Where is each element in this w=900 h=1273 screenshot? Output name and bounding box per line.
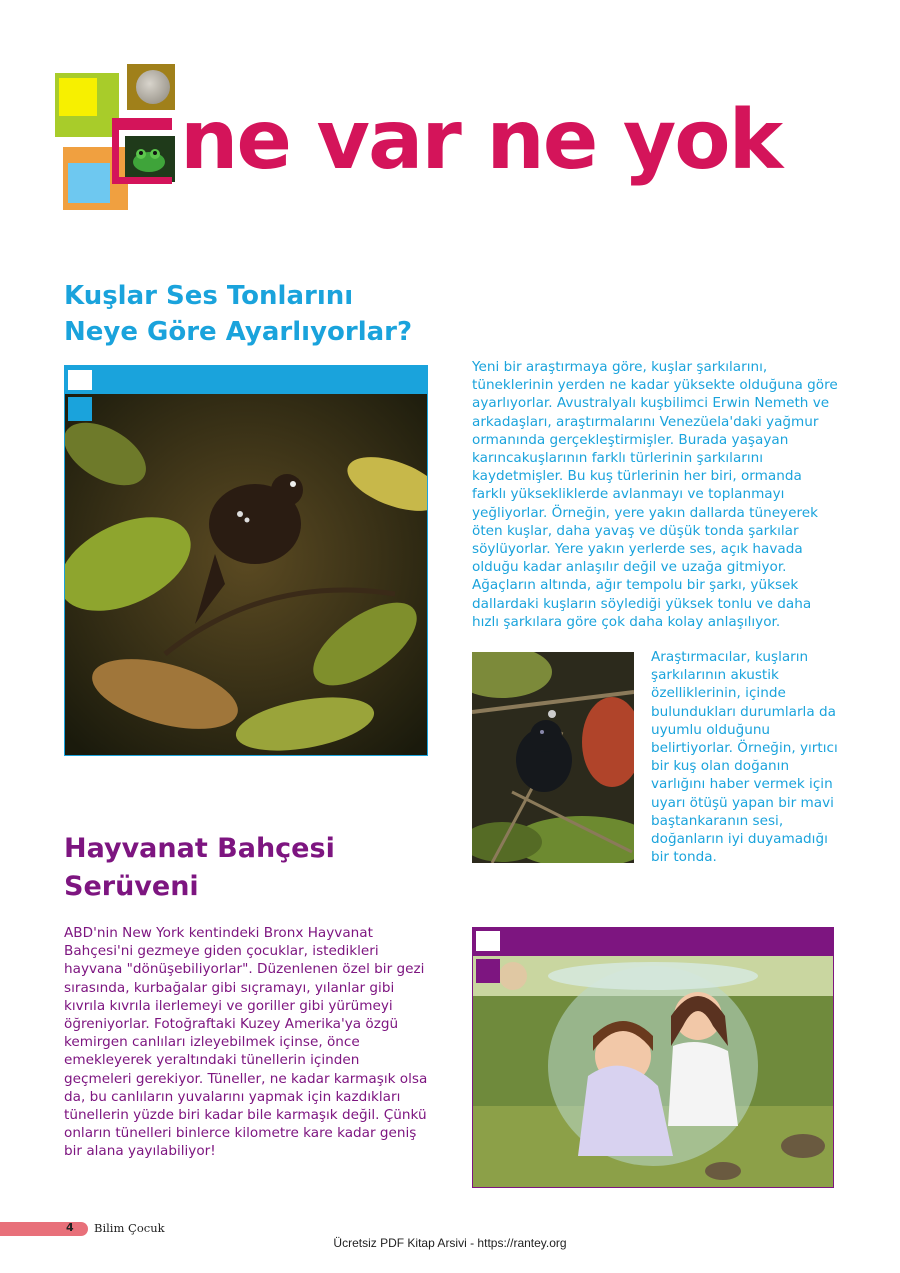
zoo-photo-white-square: [476, 931, 500, 951]
bird-photo-cyan-square: [68, 397, 92, 421]
small-bird-photo: [472, 652, 634, 863]
moon-icon: [136, 70, 170, 104]
birds-heading: [64, 278, 464, 350]
zoo-photo-band: [472, 927, 834, 955]
bird-photo: [64, 393, 428, 756]
title-pink-square-frame: [112, 118, 172, 184]
bird-photo-band: [64, 365, 428, 393]
sky-square: [68, 163, 110, 203]
zoo-heading-line2: Serüveni: [64, 871, 199, 902]
yellow-square: [59, 78, 97, 116]
footer-page-badge: [0, 1222, 88, 1236]
birds-paragraph-2: Araştırmacılar, kuşların şarkılarının akustik özelliklerinin, içinde bulundukları durumlarla da uyumlu olduğunu belirtiyorlar. Örneğin, yırtıcı bir kuş olan doğanın varlığını haber vermek için uyarı ötüşü yapan bir mavi baştankaranın sesi, doğanların iyi duyamadığı bir tonda.: [651, 649, 838, 866]
birds-paragraph-1: Yeni bir araştırmaya göre, kuşlar şarkılarını, tüneklerinin yerden ne kadar yüksekte olduğuna göre ayarlıyorlar. Avustralyalı kuşbilimci Erwin Nemeth ve arkadaşları, araştırmalarını Venezüela'daki yağmur ormanında gerçekleştirmişler. Burada yaşayan karıncakuşlarının farklı türlerinin şarkılarını kaydetmişler. Bu kuş türlerinin her biri, ormanda farklı yüksekliklerde avlanmayı ve toplanmayı yeğliyorlar. Örneğin, yere yakın dallarda tüneyerek öten kuşlar, daha yavaş ve düşük tonda şarkılar söylüyorlar. Yere yakın yerlerde ses, açık havada olduğu kadar anlaşılır değil ve uzağa gitmiyor. Ağaçların altında, ağır tempolu bir şarkı, yüksek dallardaki kuşların söylediği yüksek tonlu ve daha hızlı şarkılara göre çok daha kolay anlaşılıyor.: [472, 359, 838, 630]
zoo-paragraph: ABD'nin New York kentindeki Bronx Hayvanat Bahçesi'ni gezmeye giden çocuklar, istedikleri hayvana "dönüşebiliyorlar". Düzenlenen özel bir gezi sırasında, kurbağalar gibi sıçramayı, yılanlar gibi kıvrıla kıvrıla ilerlemeyi ve goriller gibi yürümeyi öğreniyorlar. Fotoğraftaki Kuzey Amerika'ya özgü kemirgen canlıları izleyebilmek içinse, önce emekleyerek yeraltındaki tünellerin içinden geçmeleri gerekiyor. Tüneller, ne kadar karmaşık olsa da, bu canlıların yuvalarını yapmak için kazdıkları tünellerin yüzde biri kadar bile karmaşık değil. Çünkü onların tünelleri binlerce kilometre kare kadar geniş bir alana yayılabiliyor!: [64, 925, 428, 1160]
birds-heading-line1: Kuşlar Ses Tonlarını: [64, 281, 354, 311]
page-title: ne var ne yok: [180, 93, 782, 188]
zoo-heading-line1: Hayvanat Bahçesi: [64, 833, 335, 864]
zoo-photo: [472, 955, 834, 1188]
footer-magazine-name: Bilim Çocuk: [94, 1221, 165, 1235]
footer-page-number: 4: [66, 1221, 74, 1234]
bird-photo-white-square: [68, 370, 92, 390]
zoo-heading: [64, 830, 424, 906]
zoo-photo-purple-square: [476, 959, 500, 983]
footer-credit: Ücretsiz PDF Kitap Arsivi - https://rantey.org: [333, 1236, 567, 1250]
birds-heading-line2: Neye Göre Ayarlıyorlar?: [64, 317, 413, 347]
